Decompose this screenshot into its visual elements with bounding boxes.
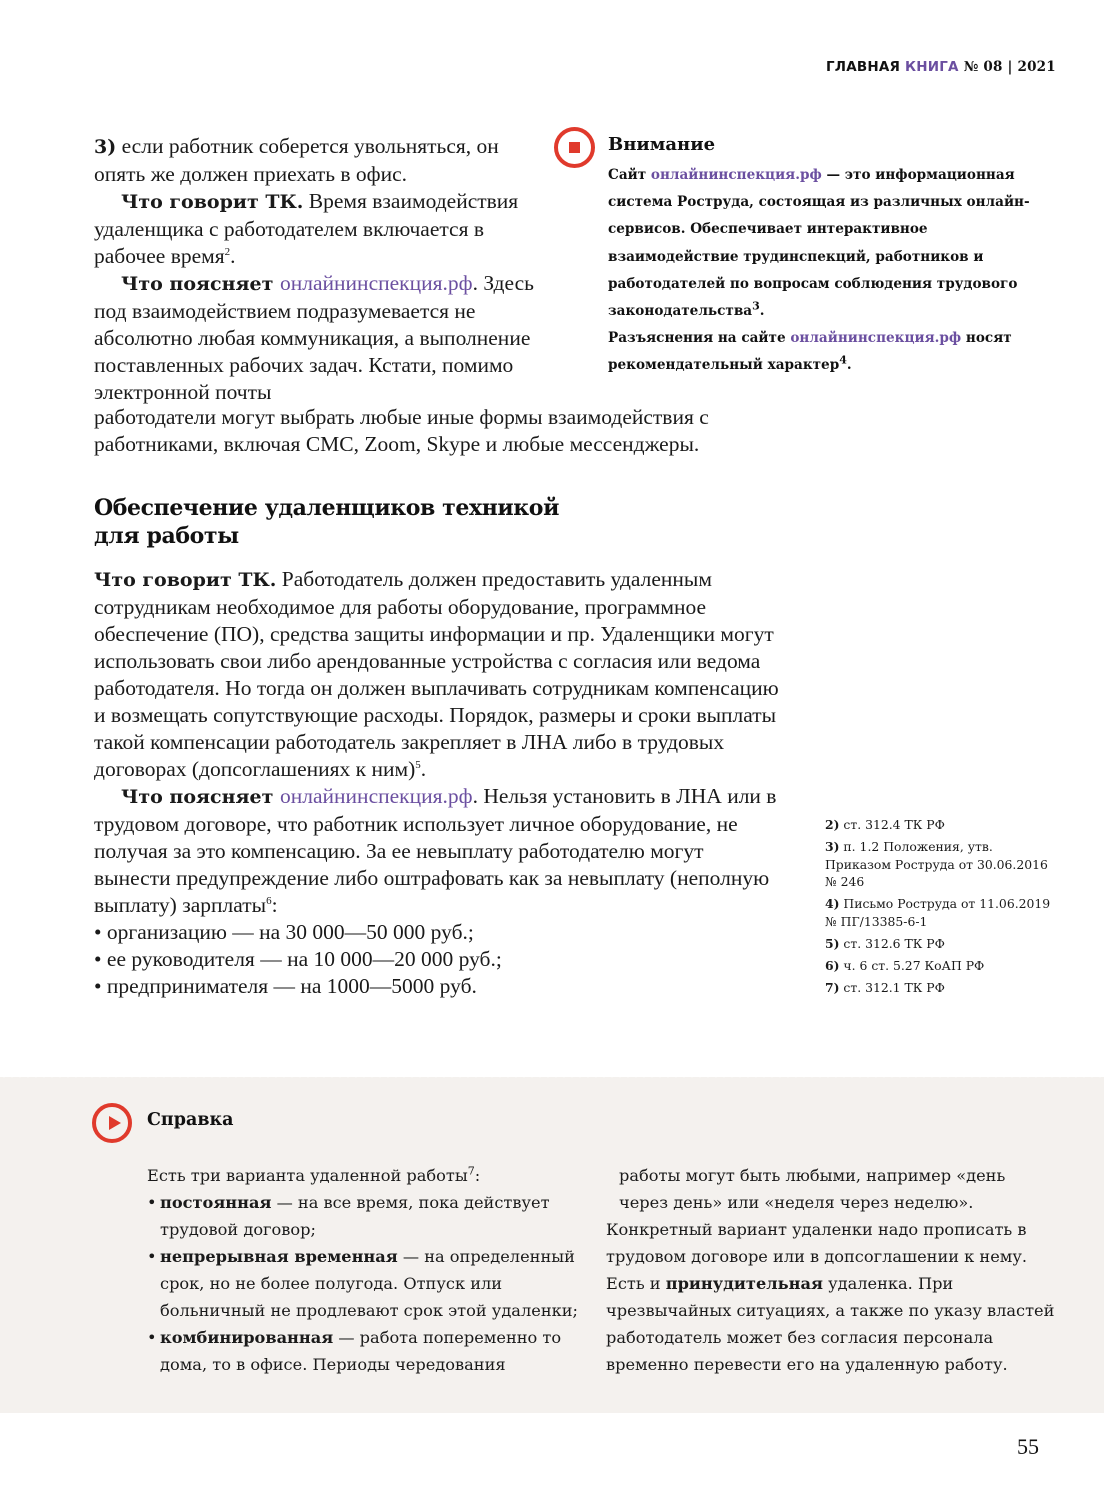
reference-right-column: работы могут быть любыми, например «день через день» или «неделя через неделю». Конкретный вариант удаленки надо прописать в трудовом договоре или в допсоглашении к нему. Есть и принудительная удаленка. При чрезвычайных ситуациях, а также по указу властей работодатель может без согласия персонала временно перевести его на удаленную работу. [606,1166,1055,1374]
reference-left-column: Есть три варианта удаленной работы$^7$: • постоянная — на все время, пока действует трудовой договор; • непрерывная временная — на определенный срок, но не более полугода. Отпуск или больничный не продлевают срок этой удаленки; • комбинированная — работа попеременно то дома, то в офисе. Периоды чередования [147,1162,592,1378]
list-item: • непрерывная временная — на определенный срок, но не более полугода. Отпуск или больничный не продлевают срок этой удаленки; [147,1243,592,1324]
footnotes [825,816,1055,1001]
list-item: • организацию — на 30 000—50 000 руб.; [94,919,784,946]
footnote-ref[interactable]: 3 [752,299,760,313]
footnote-ref[interactable]: 7 [467,1164,475,1178]
list-item: • постоянная — на все время, пока действует трудовой договор; [147,1189,592,1243]
play-icon [92,1103,132,1143]
tk-paragraph: Что говорит ТК. Время взаимодействия удаленщика с работодателем включается в рабочее время$^2$. [94,189,519,268]
intro-text [94,133,534,406]
item-number: 3) [94,136,117,158]
brand-name: ГЛАВНАЯ [826,59,901,75]
site-link[interactable]: онлайнинспекция.рф [790,330,962,347]
footnote-ref[interactable]: 4 [839,353,847,367]
site-link[interactable]: онлайнинспекция.рф [650,167,822,183]
list-item: • комбинированная — работа попеременно то дома, то в офисе. Периоды чередования [147,1324,592,1378]
scalloped-edge [0,1074,1104,1080]
list-item: • ее руководителя — на 10 000—20 000 руб.; [94,946,784,973]
footnote-ref[interactable]: 6 [266,894,272,907]
attention-body: Сайт онлайнинспекция.рф — это информационная система Роструда, состоящая из различных онлайн-сервисов. Обеспечивает интерактивное взаимодействие трудинспекций, работников и работодателей по вопросам соблюдения трудового законодательства$^3$. Разъяснения на сайте онлайнинспекция.рф носят рекомендательный характер$^4$. [608,167,1030,374]
footnote-ref[interactable]: 2 [224,245,231,258]
brand-name-accent: КНИГА [905,59,959,75]
intro-text-wide: работодатели могут выбрать любые иные формы взаимодействия с работниками, включая СМС, Zoom, Skype и любые мессенджеры. [94,405,709,456]
reference-box [0,1077,1104,1413]
footnote-7: 7) ст. 312.1 ТК РФ [825,979,945,995]
footnote-5: 5) ст. 312.6 ТК РФ [825,935,945,951]
explanation-paragraph: Что поясняет онлайнинспекция.рф. Здесь под взаимодействием подразумевается не абсолютно любая коммуникация, а выполнение поставленных рабочих задач. Кстати, помимо электронной почты [94,271,534,404]
remote-types-list [147,1189,592,1378]
attention-title: Внимание [608,134,716,155]
site-link[interactable]: онлайнинспекция.рф [280,271,473,295]
section-body [94,566,784,1000]
page-number: 55 [1017,1434,1039,1459]
item-3: 3) если работник соберется увольняться, он опять же должен приехать в офис. [94,134,499,186]
fines-list [94,919,784,1000]
magazine-header [826,59,1056,75]
reference-title: Справка [147,1110,234,1130]
list-item: • предпринимателя — на 1000—5000 руб. [94,973,784,1000]
tk-label: Что говорит ТК. [94,569,277,591]
site-link[interactable]: онлайнинспекция.рф [280,784,473,808]
footnote-3: 3) п. 1.2 Положения, утв. Приказом Роструда от 30.06.2016 № 246 [825,839,1048,889]
footnote-6: 6) ч. 6 ст. 5.27 КоАП РФ [825,957,985,973]
stop-icon [554,127,595,168]
tk-label: Что говорит ТК. [121,191,304,213]
explanation-label: Что поясняет [121,786,281,808]
issue-number: № 08 | 2021 [963,59,1056,75]
footnote-ref[interactable]: 5 [415,758,421,771]
footnote-2: 2) ст. 312.4 ТК РФ [825,817,945,832]
explanation-label: Что поясняет [121,273,281,295]
section-heading: Обеспечение удаленщиков техникой для работы [94,495,559,549]
footnote-4: 4) Письмо Роструда от 11.06.2019 № ПГ/13385-6-1 [825,896,1051,929]
explanation-paragraph: Что поясняет онлайнинспекция.рф. Нельзя установить в ЛНА или в трудовом договоре, что работник использует личное оборудование, не получая за это компенсацию. За ее невыплату работодателю могут вынести предупреждение либо оштрафовать как за невыплату (неполную выплату) зарплаты$^6$: [94,784,777,917]
tk-paragraph: Что говорит ТК. Работодатель должен предоставить удаленным сотрудникам необходимое для работы оборудование, программное обеспечение (ПО), средства защиты информации и пр. Удаленщики могут использовать свои либо арендованные устройства с согласия или ведома работодателя. Но тогда он должен выплачивать сотрудникам компенсацию и возмещать сопутствующие расходы. Порядок, размеры и сроки выплаты такой компенсации работодатель закрепляет в ЛНА либо в трудовых договорах (допсоглашениях к ним)$^5$. [94,567,779,781]
